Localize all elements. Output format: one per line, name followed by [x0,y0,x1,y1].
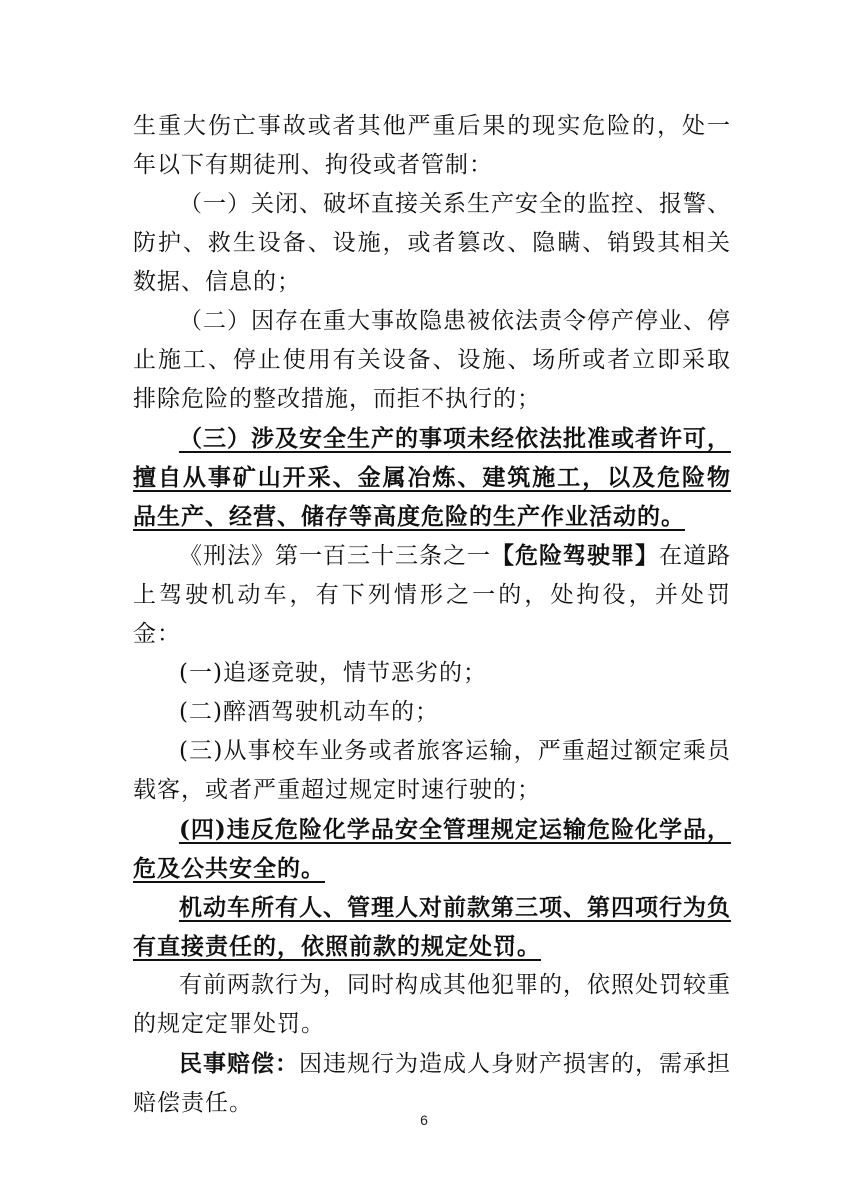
law-reference: 《刑法》第一百三十三条之一 [179,543,491,569]
underlined-text: (四)违反危险化学品安全管理规定运输危险化学品，危及公共安全的。 [133,816,731,882]
paragraph-item-1: （一）关闭、破坏直接关系生产安全的监控、报警、防护、救生设备、设施，或者篡改、隐瞒、销毁其相关数据、信息的； [133,191,731,295]
paragraph-case-2: (二)醉酒驾驶机动车的； [179,699,439,725]
paragraph-item-2: （二）因存在重大事故隐患被依法责令停产停业、停止施工、停止使用有关设备、设施、场所或者立即采取排除危险的整改措施，而拒不执行的； [133,308,731,412]
paragraph-owner-liability [133,888,731,966]
article-text: 在道路上驾驶机动车，有下列情形之一的，处拘役，并处罚金： [133,543,731,647]
paragraph-case-4-highlighted [133,810,731,888]
document-body [133,107,731,1123]
civil-compensation-label: 民事赔偿： [179,1050,299,1077]
civil-compensation-text: 因违规行为造成人身财产损害的，需承担赔偿责任。 [133,1051,731,1116]
paragraph-concurrence: 有前两款行为，同时构成其他犯罪的，依照处罚较重的规定定罪处罚。 [133,972,731,1037]
paragraph-dangerous-driving [133,536,731,654]
page-number: 6 [420,1112,428,1128]
underlined-text: 机动车所有人、管理人对前款第三项、第四项行为负有直接责任的，依照前款的规定处罚。 [133,894,731,960]
paragraph-case-1: (一)追逐竞驶，情节恶劣的； [179,660,487,686]
paragraph-item-3-highlighted [133,419,731,536]
underlined-text: （三）涉及安全生产的事项未经依法批准或者许可，擅自从事矿山开采、金属冶炼、建筑施工，以及危险物品生产、经营、储存等高度危险的生产作业活动的。 [133,425,731,530]
paragraph-case-3: (三)从事校车业务或者旅客运输，严重超过额定乘员载客，或者严重超过规定时速行驶的； [133,738,731,803]
paragraph-continuation: 生重大伤亡事故或者其他严重后果的现实危险的，处一年以下有期徒刑、拘役或者管制： [133,113,731,178]
crime-name: 【危险驾驶罪】 [491,542,659,569]
